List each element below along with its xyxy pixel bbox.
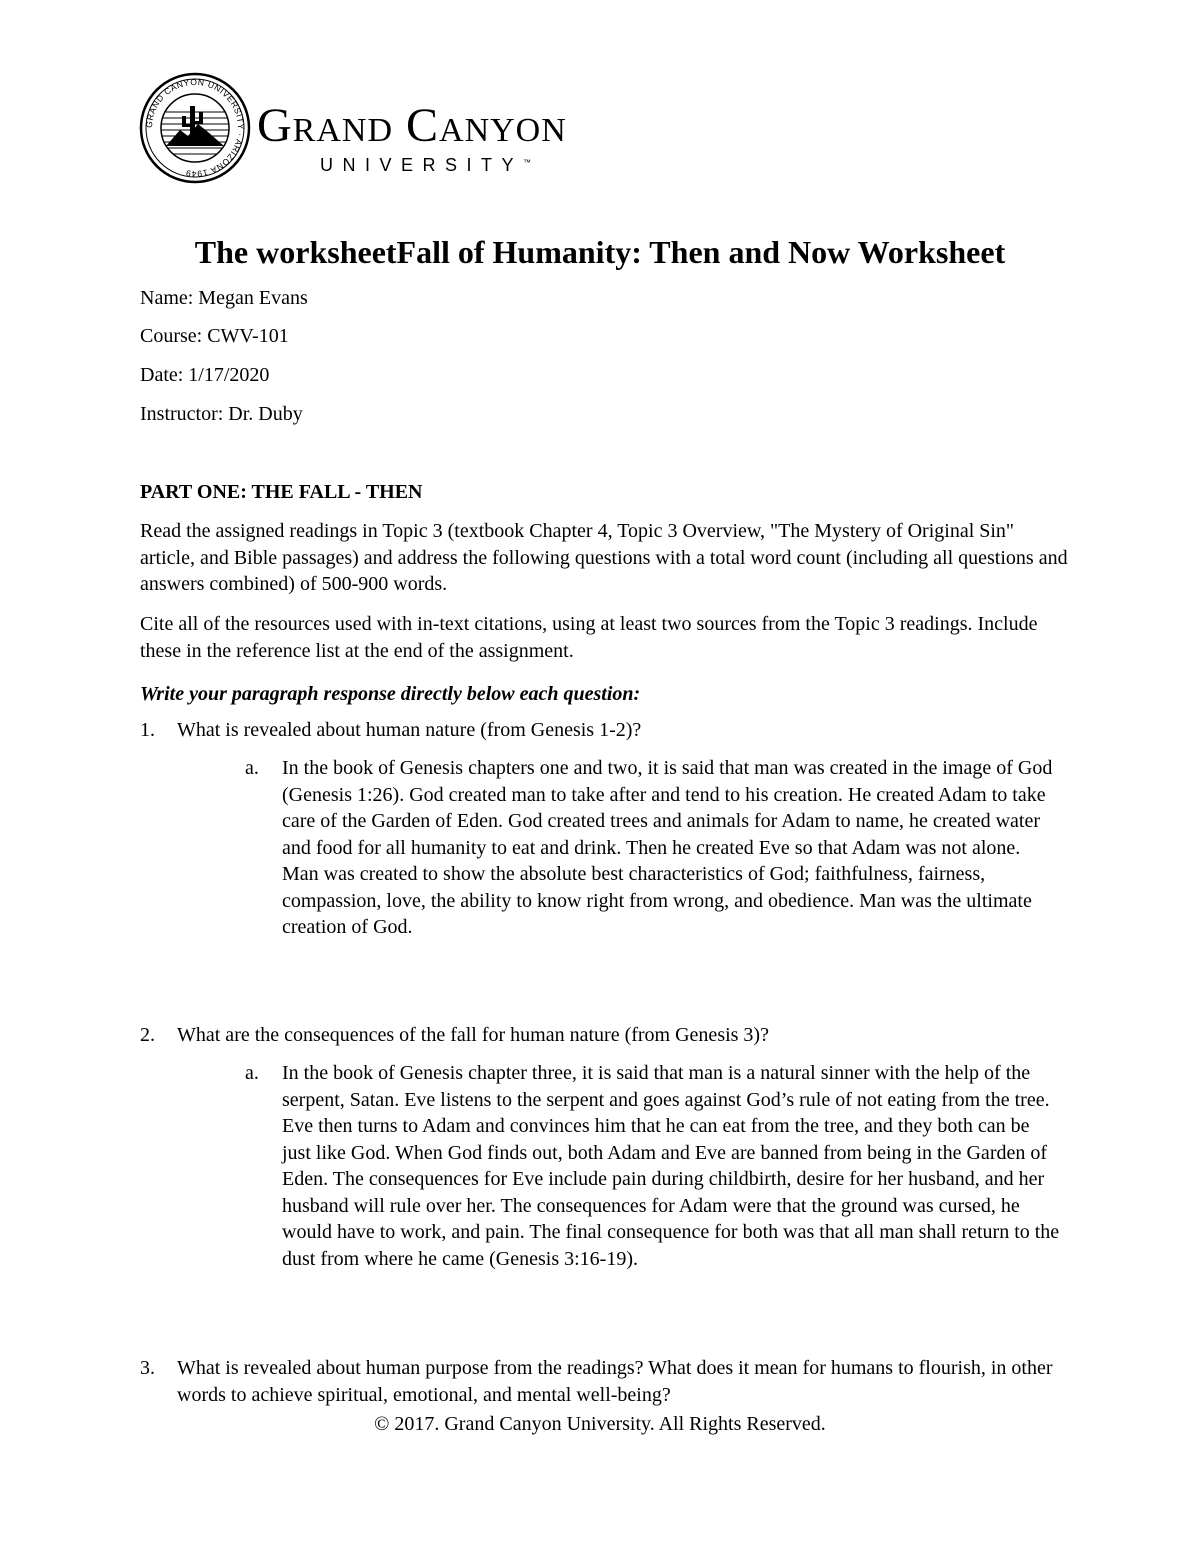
university-subword xyxy=(320,156,531,174)
instructions-paragraph: Read the assigned readings in Topic 3 (textbook Chapter 4, Topic 3 Overview, "The Mystery of Original Sin" article, and Bible passages) and address the following questions with a total word count (including all questions and answers combined) of 500-900 words. xyxy=(140,520,1068,595)
question-number: 2. xyxy=(140,1024,155,1046)
response-instruction: Write your paragraph response directly below each question: xyxy=(140,683,641,705)
answer-1 xyxy=(245,755,1060,941)
university-wordmark: Grand Canyon xyxy=(257,99,567,152)
answer-letter: a. xyxy=(245,757,259,779)
answer-letter: a. xyxy=(245,1062,259,1084)
part-one-heading: PART ONE: THE FALL - THEN xyxy=(140,481,423,503)
seal-text: GRAND CANYON UNIVERSITY · ARIZONA 1949 xyxy=(143,76,247,180)
university-seal-icon xyxy=(136,72,254,184)
question-text: What are the consequences of the fall for human nature (from Genesis 3)? xyxy=(177,1024,769,1046)
copyright-footer: © 2017. Grand Canyon University. All Rights Reserved. xyxy=(374,1413,826,1435)
student-name: Name: Megan Evans xyxy=(140,287,308,309)
answer-text: In the book of Genesis chapters one and two, it is said that man was created in the image of God (Genesis 1:26). God created man to take after and tend to his creation. He created Adam to take care of the Garden of Eden. God created trees and animals for Adam to name, he created water and food for all humanity to eat and drink. Then he created Eve so that Adam was not alone. Man was created to show the absolute best characteristics of God; faithfulness, fairness, compassion, love, the ability to know right from wrong, and obedience. Man was the ultimate creation of God. xyxy=(282,757,1053,938)
trademark-mark: ™ xyxy=(523,158,532,167)
subword-text: UNIVERSITY xyxy=(320,155,524,175)
submission-date: Date: 1/17/2020 xyxy=(140,364,270,386)
course-code: Course: CWV-101 xyxy=(140,325,289,347)
question-number: 1. xyxy=(140,719,155,741)
answer-2 xyxy=(245,1060,1060,1272)
question-2 xyxy=(140,1022,1080,1049)
question-text: What is revealed about human nature (from Genesis 1-2)? xyxy=(177,719,642,741)
instructor-name: Instructor: Dr. Duby xyxy=(140,403,303,425)
citation-paragraph: Cite all of the resources used with in-text citations, using at least two sources from the Topic 3 readings. Include these in the reference list at the end of the assignment. xyxy=(140,613,1038,662)
question-number: 3. xyxy=(140,1357,155,1379)
question-text: What is revealed about human purpose from the readings? What does it mean for humans to flourish, in other words to achieve spiritual, emotional, and mental well-being? xyxy=(177,1357,1053,1406)
worksheet-title: The worksheetFall of Humanity: Then and Now Worksheet xyxy=(194,234,1006,270)
answer-text: In the book of Genesis chapter three, it is said that man is a natural sinner with the help of the serpent, Satan. Eve listens to the serpent and goes against God’s rule of not eating from the tree. Eve then turns to Adam and convinces him that he can eat from the tree, and they both can be just like God. When God finds out, both Adam and Eve are banned from being in the Garden of Eden. The consequences for Eve include pain during childbirth, desire for her husband, and her husband will rule over her. The consequences for Adam were that the ground was cursed, he would have to work, and pain. The final consequence for both was that all man shall return to the dust from where he came (Genesis 3:16-19). xyxy=(282,1062,1060,1270)
question-3 xyxy=(140,1355,1080,1408)
university-logo xyxy=(136,72,636,184)
question-1 xyxy=(140,717,1080,744)
